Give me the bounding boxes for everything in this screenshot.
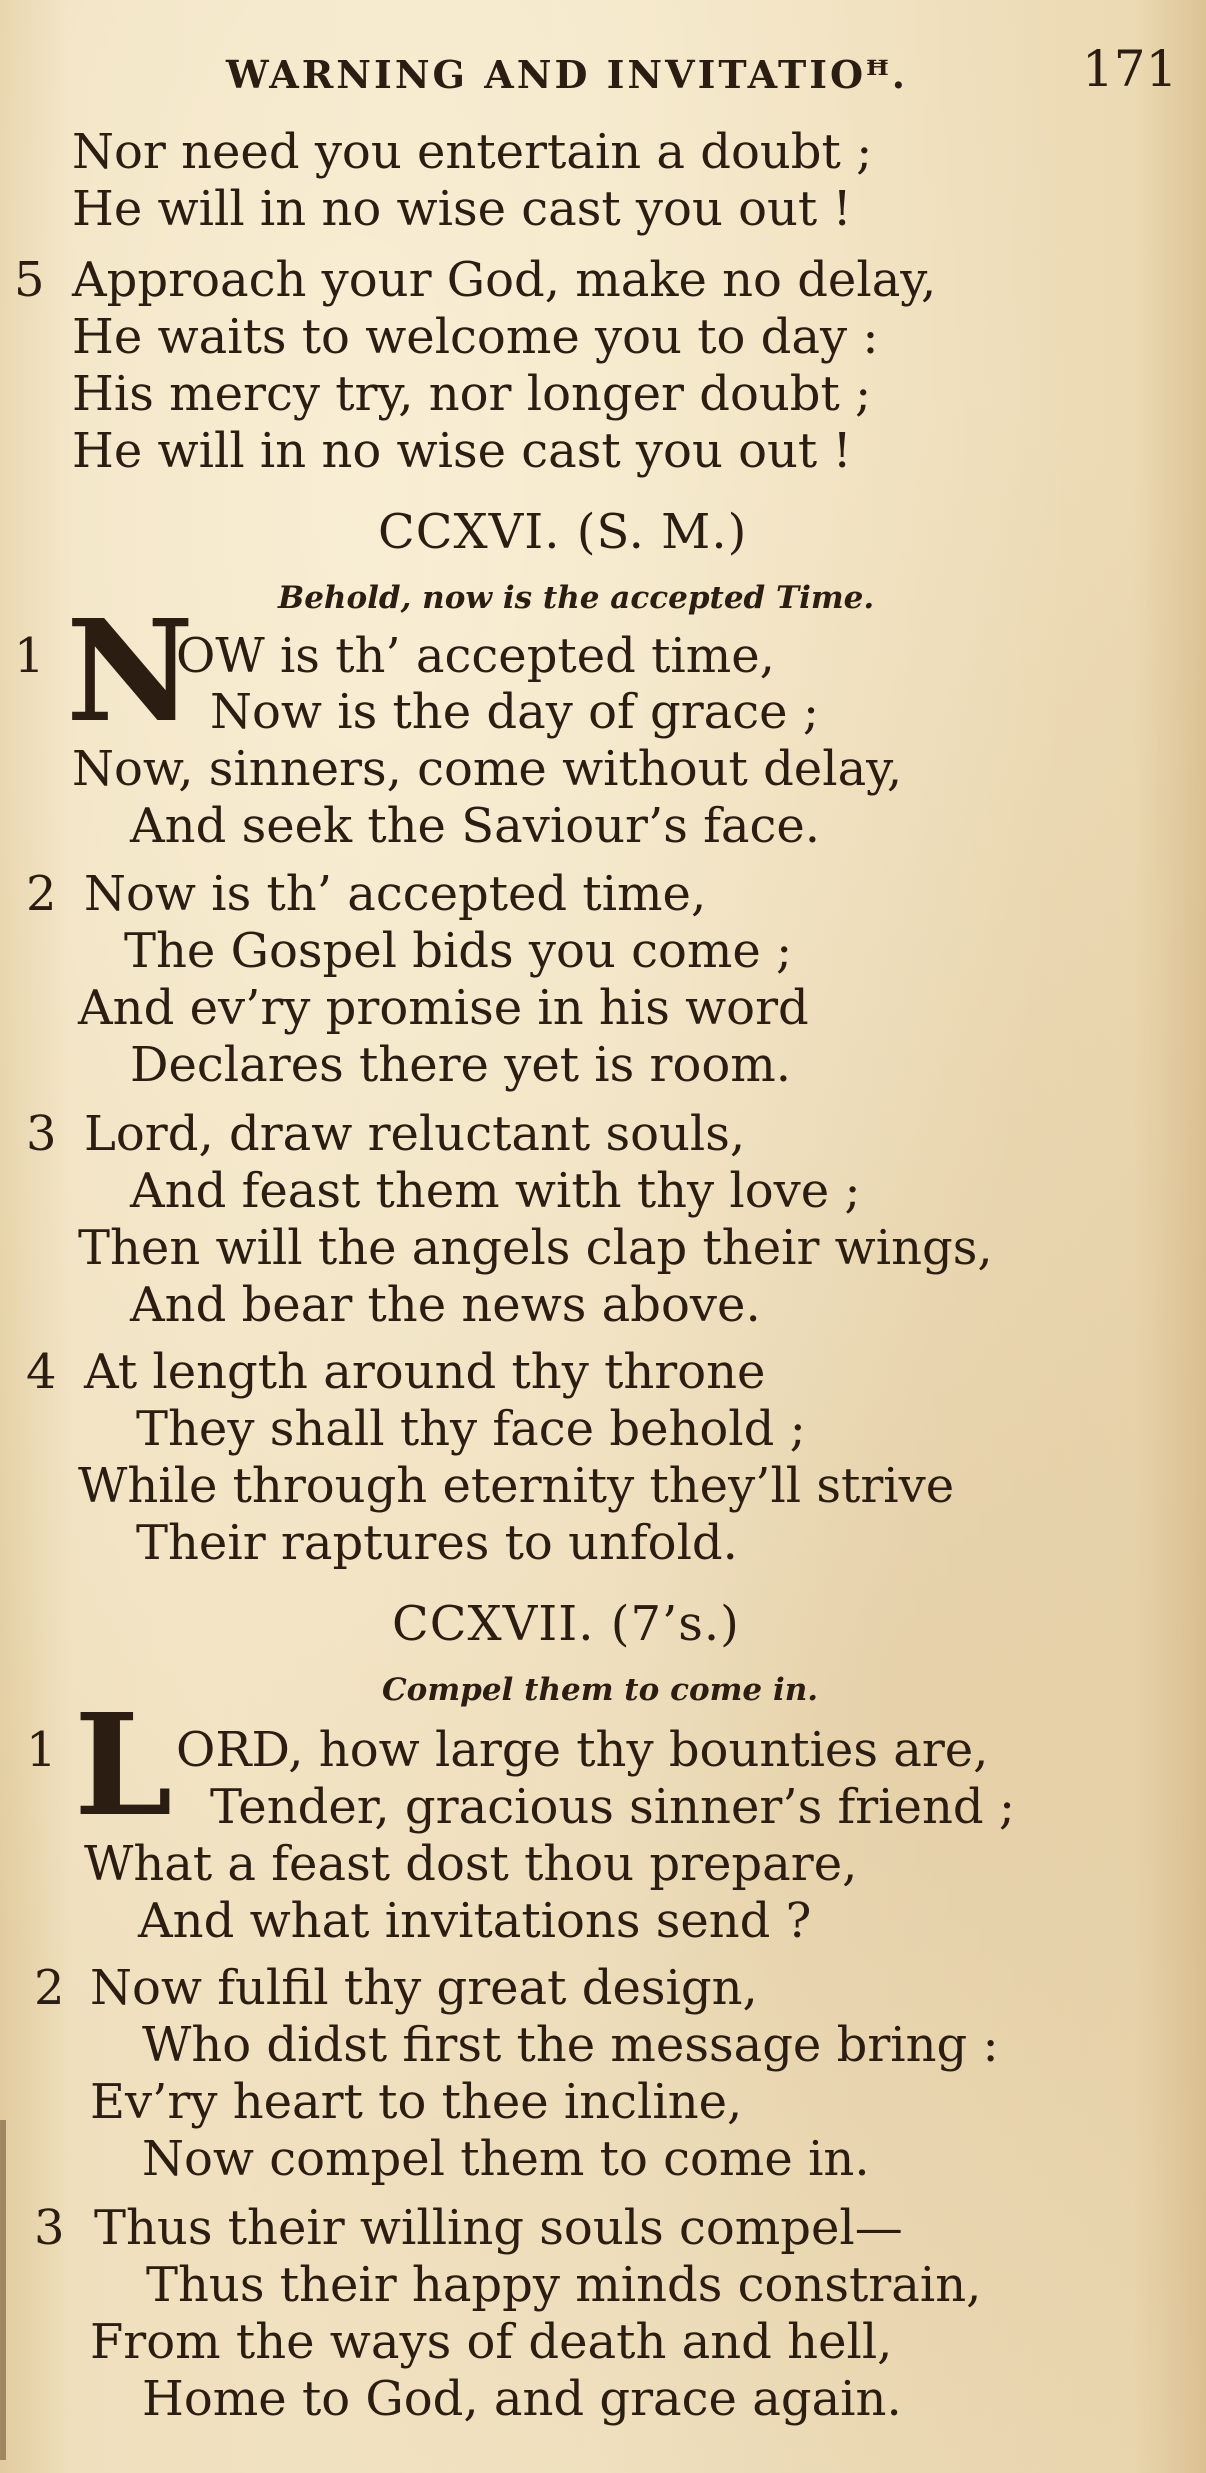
- stanza-number: 1: [26, 1722, 57, 1778]
- verse-line: The Gospel bids you come ;: [124, 923, 793, 979]
- verse-line: They shall thy face behold ;: [136, 1401, 806, 1457]
- verse-line: Now, sinners, come without delay,: [72, 741, 903, 797]
- page-number: 171: [1082, 40, 1178, 98]
- page-edge-shadow: [0, 2120, 6, 2460]
- verse-line: ORD, how large thy bounties are,: [176, 1722, 989, 1778]
- hymn-subtitle: Compel them to come in.: [382, 1672, 819, 1708]
- drop-cap: N: [66, 590, 194, 754]
- stanza-number: 3: [26, 1106, 57, 1162]
- verse-line: Ev’ry heart to thee incline,: [90, 2074, 743, 2130]
- verse-line: He will in no wise cast you out !: [72, 423, 852, 479]
- stanza-number: 5: [14, 252, 45, 308]
- verse-line: And feast them with thy love ;: [130, 1163, 861, 1219]
- verse-line: Nor need you entertain a doubt ;: [72, 124, 873, 180]
- verse-line: Now is the day of grace ;: [210, 684, 819, 740]
- verse-line: And what invitations send ?: [138, 1893, 812, 1949]
- verse-line: And seek the Saviour’s face.: [130, 798, 821, 854]
- verse-line: Lord, draw reluctant souls,: [84, 1106, 746, 1162]
- stanza-number: 1: [14, 628, 45, 684]
- verse-line: What a feast dost thou prepare,: [84, 1836, 858, 1892]
- verse-line: Approach your God, make no delay,: [72, 252, 937, 308]
- verse-line: Thus their willing souls compel—: [94, 2200, 903, 2256]
- stanza-number: 3: [34, 2200, 65, 2256]
- hymn-title: CCXVII. (7’s.): [392, 1596, 740, 1652]
- verse-line: He will in no wise cast you out !: [72, 181, 852, 237]
- verse-line: His mercy try, nor longer doubt ;: [72, 366, 872, 422]
- verse-line: Their raptures to unfold.: [136, 1515, 738, 1571]
- verse-line: From the ways of death and hell,: [90, 2314, 893, 2370]
- hymn-subtitle: Behold, now is the accepted Time.: [278, 580, 875, 616]
- verse-line: Now is th’ accepted time,: [84, 866, 707, 922]
- verse-line: Declares there yet is room.: [130, 1037, 792, 1093]
- verse-line: Now compel them to come in.: [142, 2131, 870, 2187]
- verse-line: At length around thy throne: [84, 1344, 766, 1400]
- drop-cap: L: [74, 1684, 173, 1848]
- verse-line: Now fulfil thy great design,: [90, 1960, 758, 2016]
- verse-line: While through eternity they’ll strive: [78, 1458, 955, 1514]
- stanza-number: 4: [26, 1344, 57, 1400]
- running-head: WARNING AND INVITATIOꟸ.: [226, 52, 909, 97]
- verse-line: And bear the news above.: [130, 1277, 761, 1333]
- verse-line: Who didst first the message bring :: [142, 2017, 999, 2073]
- verse-line: Home to God, and grace again.: [142, 2371, 902, 2427]
- verse-line: And ev’ry promise in his word: [78, 980, 809, 1036]
- verse-line: Thus their happy minds constrain,: [146, 2257, 982, 2313]
- stanza-number: 2: [26, 866, 57, 922]
- hymn-title: CCXVI. (S. M.): [378, 504, 748, 560]
- verse-line: Tender, gracious sinner’s friend ;: [210, 1779, 1016, 1835]
- stanza-number: 2: [34, 1960, 65, 2016]
- verse-line: Then will the angels clap their wings,: [78, 1220, 993, 1276]
- page-header: [0, 30, 1206, 100]
- verse-line: He waits to welcome you to day :: [72, 309, 879, 365]
- verse-line: OW is th’ accepted time,: [176, 628, 775, 684]
